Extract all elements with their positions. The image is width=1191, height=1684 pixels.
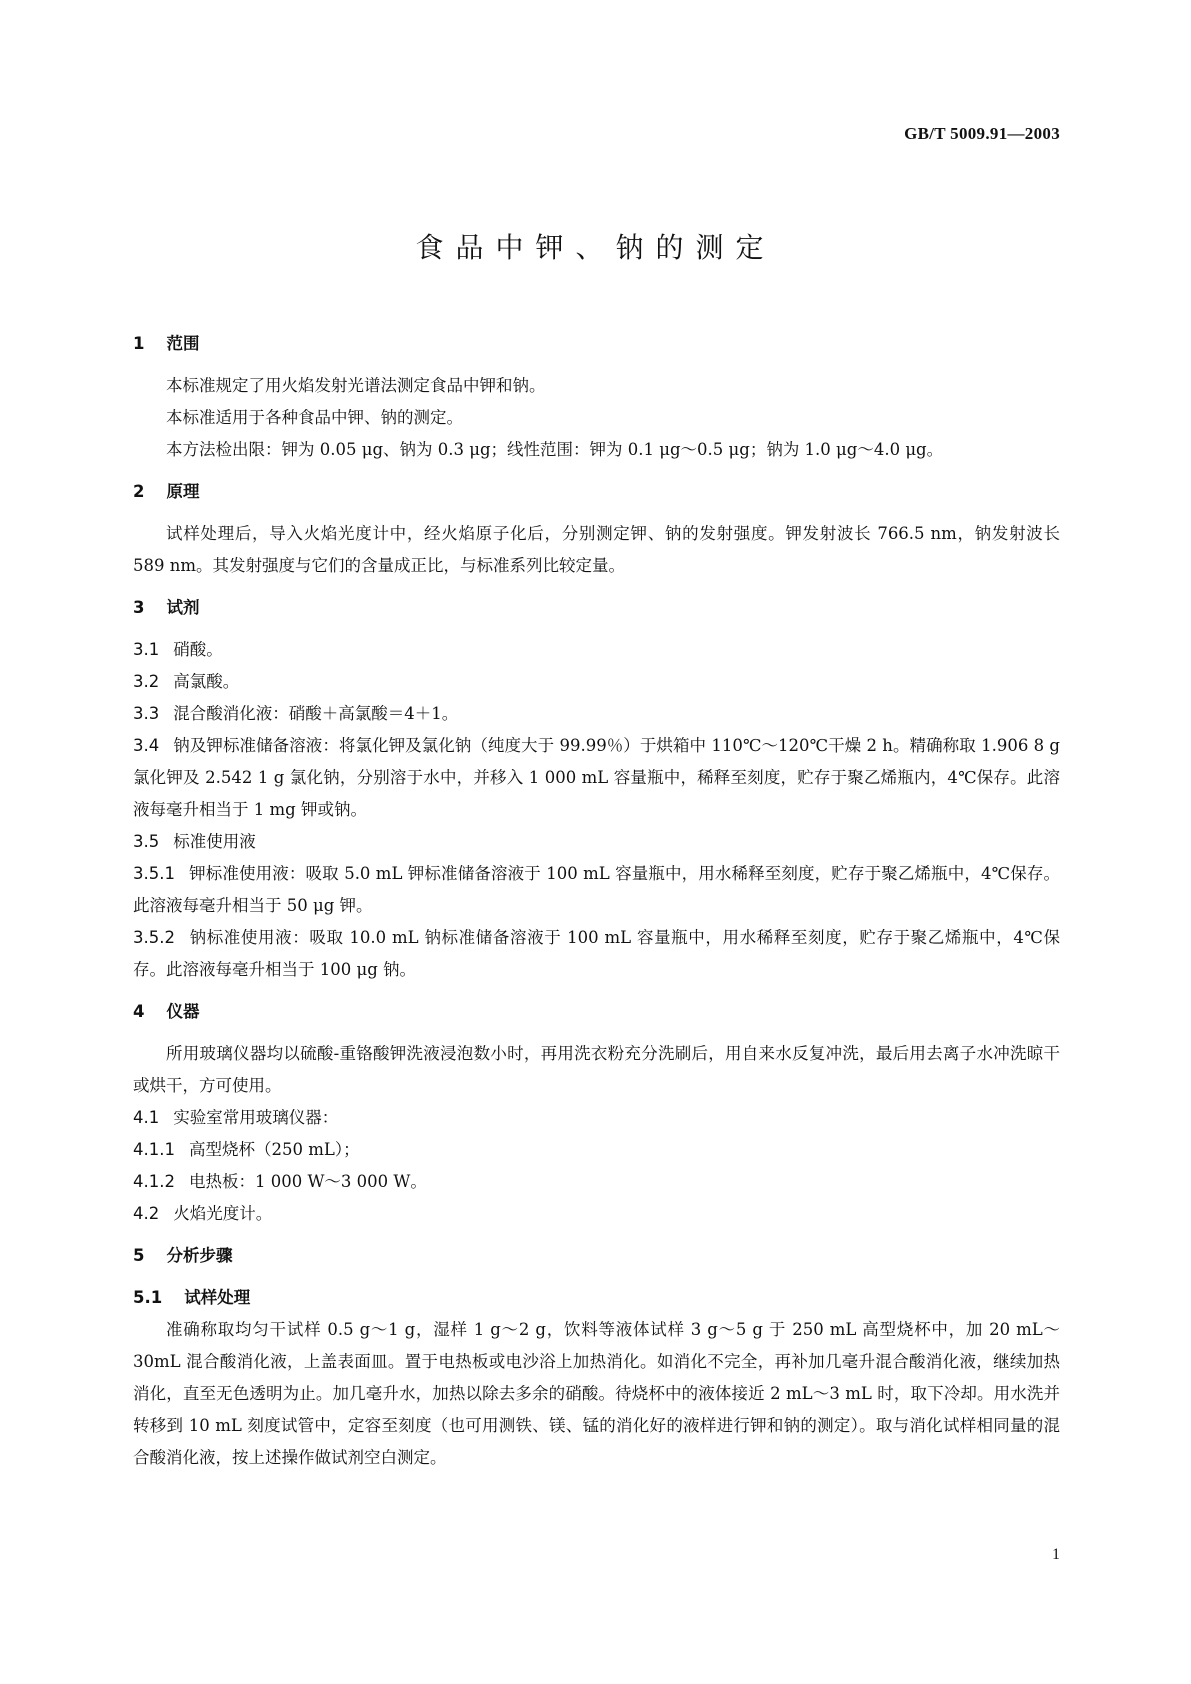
clause-text: 试样处理后，导入火焰光度计中，经火焰原子化后，分别测定钾、钠的发射强度。钾发射波长 766.5 nm，钠发射波长 589 nm。其发射强度与它们的含量成正比，与标准系列比较定量。 — [133, 524, 1060, 575]
clause-number: 5.1 — [133, 1288, 163, 1307]
document-body — [133, 328, 1060, 1474]
clause-item — [133, 634, 1060, 666]
clause-item — [133, 698, 1060, 730]
section-heading — [133, 328, 1060, 360]
clause-text: 范围 — [166, 334, 200, 353]
clause-number: 4 — [133, 1002, 145, 1021]
clause-text: 试剂 — [166, 598, 200, 617]
clause-item — [133, 858, 1060, 922]
clause-text: 标准使用液 — [173, 832, 256, 851]
clause-number: 3.2 — [133, 672, 160, 691]
clause-text: 准确称取均匀干试样 0.5 g～1 g，湿样 1 g～2 g，饮料等液体试样 3 g～5 g 于 250 mL 高型烧杯中，加 20 mL～30mL 混合酸消化液，上盖表面皿。置于电热板或电沙浴上加热消化。如消化不完全，再补加几毫升混合酸消化液，继续加热消化，直至无色透明为止。加几毫升水，加热以除去多余的硝酸。待烧杯中的液体接近 2 mL～3 mL 时，取下冷却。用水洗并转移到 10 mL 刻度试管中，定容至刻度（也可用测铁、镁、锰的消化好的液样进行钾和钠的测定）。取与消化试样相同量的混合酸消化液，按上述操作做试剂空白测定。 — [133, 1320, 1060, 1467]
body-paragraph — [133, 1314, 1060, 1474]
clause-text: 分析步骤 — [166, 1246, 233, 1265]
clause-text: 高型烧杯（250 mL）； — [188, 1140, 360, 1159]
clause-text: 钾标准使用液：吸取 5.0 mL 钾标准储备溶液于 100 mL 容量瓶中，用水稀释至刻度，贮存于聚乙烯瓶中，4℃保存。此溶液每毫升相当于 50 μg 钾。 — [133, 864, 1060, 915]
section-heading — [133, 476, 1060, 508]
section-heading — [133, 1240, 1060, 1272]
clause-number: 4.2 — [133, 1204, 160, 1223]
clause-item — [133, 1166, 1060, 1198]
body-paragraph — [133, 434, 1060, 466]
clause-text: 试样处理 — [184, 1288, 251, 1307]
clause-number: 3.3 — [133, 704, 160, 723]
clause-item — [133, 1134, 1060, 1166]
clause-item — [133, 666, 1060, 698]
body-paragraph — [133, 1038, 1060, 1102]
clause-text: 电热板：1 000 W～3 000 W。 — [188, 1172, 427, 1191]
page-number: 1 — [1052, 1546, 1060, 1563]
clause-item — [133, 826, 1060, 858]
clause-text: 火焰光度计。 — [173, 1204, 273, 1223]
clause-text: 实验室常用玻璃仪器： — [173, 1108, 339, 1127]
clause-text: 所用玻璃仪器均以硫酸-重铬酸钾洗液浸泡数小时，再用洗衣粉充分洗刷后，用自来水反复冲洗，最后用去离子水冲洗晾干或烘干，方可使用。 — [133, 1044, 1060, 1095]
clause-text: 混合酸消化液：硝酸＋高氯酸＝4＋1。 — [173, 704, 459, 723]
section-heading — [133, 592, 1060, 624]
clause-text: 本方法检出限：钾为 0.05 μg、钠为 0.3 μg；线性范围：钾为 0.1 μg～0.5 μg；钠为 1.0 μg～4.0 μg。 — [166, 440, 944, 459]
clause-number: 3.5.1 — [133, 864, 175, 883]
clause-number: 3.5 — [133, 832, 160, 851]
clause-item — [133, 1198, 1060, 1230]
body-paragraph — [133, 518, 1060, 582]
clause-text: 原理 — [166, 482, 200, 501]
clause-number: 1 — [133, 334, 145, 353]
clause-number: 3.4 — [133, 736, 160, 755]
document-title: 食品中钾、钠的测定 — [415, 231, 776, 264]
clause-number: 4.1.2 — [133, 1172, 175, 1191]
clause-item — [133, 1102, 1060, 1134]
clause-text: 本标准适用于各种食品中钾、钠的测定。 — [166, 408, 463, 427]
clause-text: 硝酸。 — [173, 640, 223, 659]
clause-text: 本标准规定了用火焰发射光谱法测定食品中钾和钠。 — [166, 376, 546, 395]
clause-number: 2 — [133, 482, 145, 501]
clause-number: 3.1 — [133, 640, 160, 659]
standard-code: GB/T 5009.91—2003 — [904, 124, 1060, 143]
body-paragraph — [133, 402, 1060, 434]
clause-item — [133, 730, 1060, 826]
section-heading — [133, 996, 1060, 1028]
clause-text: 仪器 — [166, 1002, 200, 1021]
subsection-heading — [133, 1282, 1060, 1314]
clause-number: 3 — [133, 598, 145, 617]
clause-text: 钠及钾标准储备溶液：将氯化钾及氯化钠（纯度大于 99.99％）于烘箱中 110℃～120℃干燥 2 h。精确称取 1.906 8 g 氯化钾及 2.542 1 g 氯化钠，分别溶于水中，并移入 1 000 mL 容量瓶中，稀释至刻度，贮存于聚乙烯瓶内，4℃保存。此溶液每毫升相当于 1 mg 钾或钠。 — [133, 736, 1060, 819]
clause-number: 4.1.1 — [133, 1140, 175, 1159]
clause-text: 高氯酸。 — [173, 672, 240, 691]
body-paragraph — [133, 370, 1060, 402]
clause-number: 4.1 — [133, 1108, 160, 1127]
clause-number: 5 — [133, 1246, 145, 1265]
clause-text: 钠标准使用液：吸取 10.0 mL 钠标准储备溶液于 100 mL 容量瓶中，用水稀释至刻度，贮存于聚乙烯瓶中，4℃保存。此溶液每毫升相当于 100 μg 钠。 — [133, 928, 1060, 979]
clause-item — [133, 922, 1060, 986]
clause-number: 3.5.2 — [133, 928, 175, 947]
